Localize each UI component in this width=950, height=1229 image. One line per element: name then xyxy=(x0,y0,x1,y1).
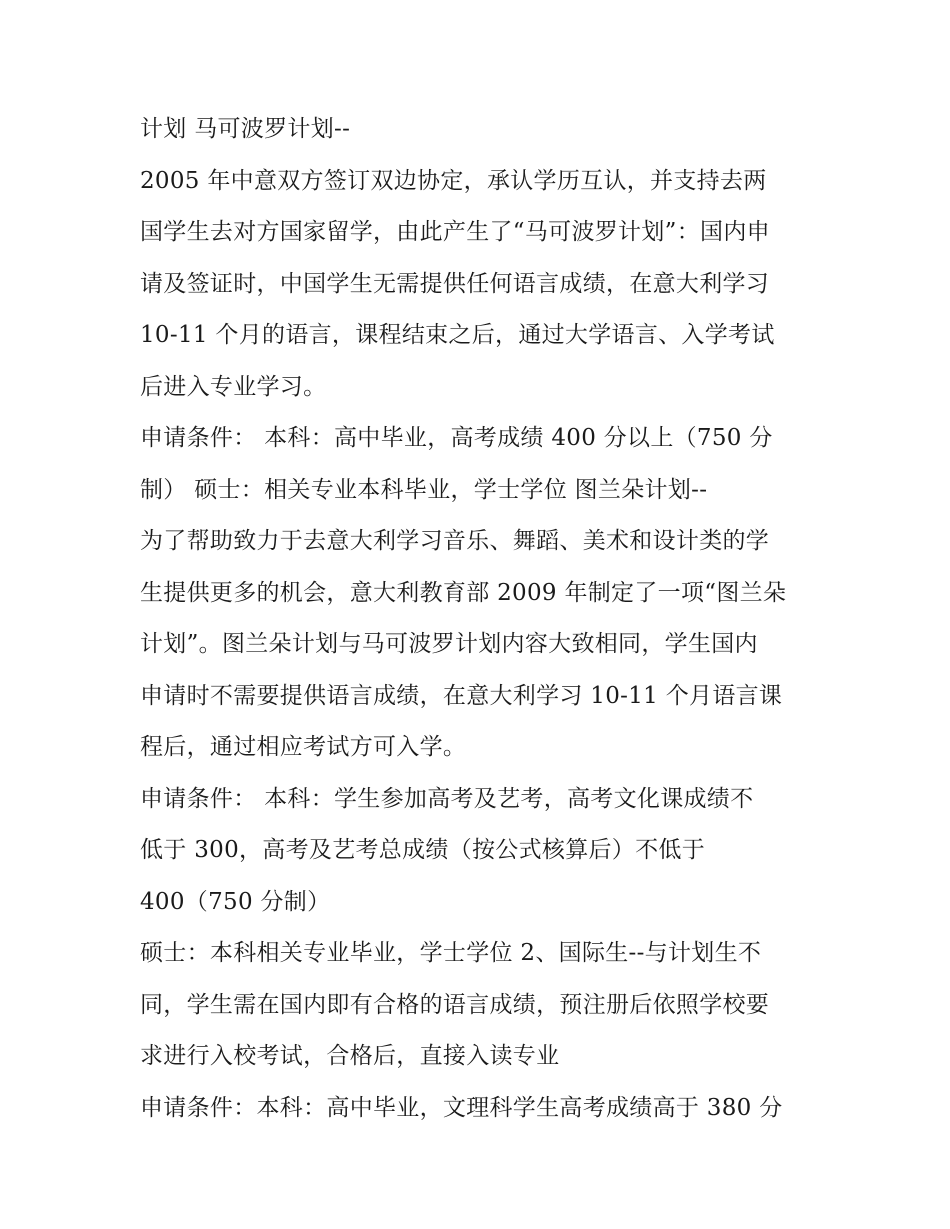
text-line: 生提供更多的机会，意大利教育部 2009 年制定了一项“图兰朵 xyxy=(140,579,787,606)
text-line: 计划”。图兰朵计划与马可波罗计划内容大致相同，学生国内 xyxy=(140,631,758,657)
document-body xyxy=(140,104,820,1134)
text-line: 400（750 分制） xyxy=(140,888,331,915)
text-line: 为了帮助致力于去意大利学习音乐、舞蹈、美术和设计类的学 xyxy=(140,528,770,554)
text-line: 申请条件： 本科：高中毕业，高考成绩 400 分以上（750 分 xyxy=(140,425,773,451)
text-line: 10-11 个月的语言，课程结束之后，通过大学语言、入学考试 xyxy=(140,322,775,348)
text-line: 申请条件：本科：高中毕业，文理科学生高考成绩高于 380 分 xyxy=(140,1094,783,1121)
text-line: 申请时不需要提供语言成绩，在意大利学习 10-11 个月语言课 xyxy=(140,682,783,709)
text-line: 后进入专业学习。 xyxy=(140,373,327,400)
text-line: 低于 300，高考及艺考总成绩（按公式核算后）不低于 xyxy=(140,837,706,863)
text-line: 请及签证时，中国学生无需提供任何语言成绩，在意大利学习 xyxy=(140,270,770,297)
text-line: 国学生去对方国家留学，由此产生了“马可波罗计划”：国内申 xyxy=(140,219,770,245)
text-line: 计划 马可波罗计划-- xyxy=(140,116,351,142)
text-line: 制） 硕士：相关专业本科毕业，学士学位 图兰朵计划-- xyxy=(140,476,708,503)
text-line: 求进行入校考试，合格后，直接入读专业 xyxy=(140,1043,560,1069)
text-line: 程后，通过相应考试方可入学。 xyxy=(140,734,467,760)
text-line: 同，学生需在国内即有合格的语言成绩，预注册后依照学校要 xyxy=(140,991,770,1018)
text-line: 申请条件： 本科：学生参加高考及艺考，高考文化课成绩不 xyxy=(140,785,754,812)
text-line: 硕士：本科相关专业毕业，学士学位 2、国际生--与计划生不 xyxy=(140,940,762,966)
text-line: 2005 年中意双方签订双边协定，承认学历互认，并支持去两 xyxy=(140,167,767,194)
